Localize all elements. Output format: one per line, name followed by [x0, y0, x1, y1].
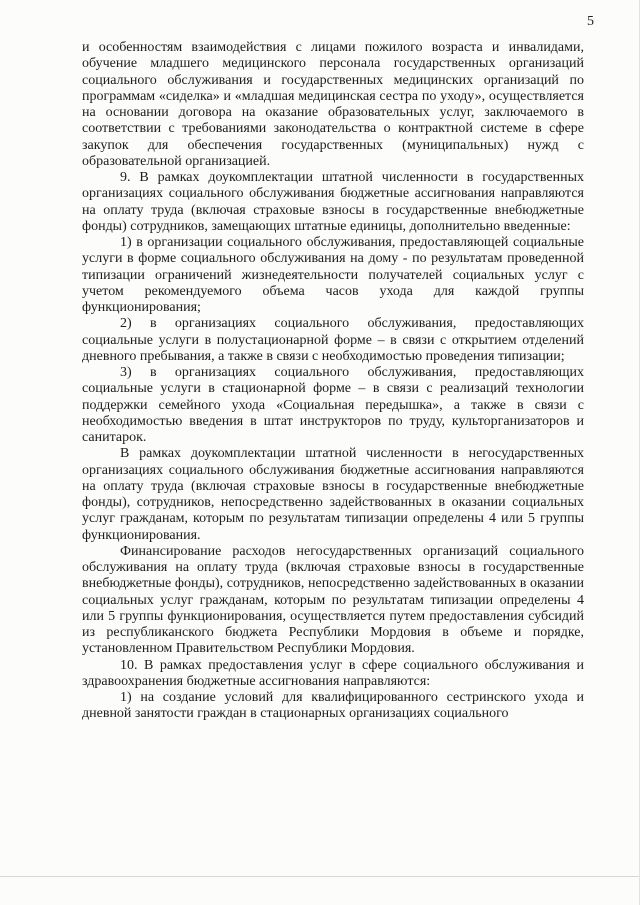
paragraph-item-10-subitem-1: 1) на создание условий для квалифицированного сестринского ухода и дневной занятости граждан в стационарных организациях социального	[82, 690, 584, 722]
page-number: 5	[587, 14, 594, 29]
paragraph-item-9: 9. В рамках доукомплектации штатной численности в государственных организациях социального обслуживания бюджетные ассигнования направляются на оплату труда (включая страховые взносы в государственные внебюджетные фонды) сотрудников, замещающих штатные единицы, дополнительно введенные:	[82, 170, 584, 234]
paragraph-subitem-3: 3) в организациях социального обслуживания, предоставляющих социальные услуги в стационарной форме – в связи с реализаций технологии поддержки семейного ухода «Социальная передышка», а также в связи с необходимостью введения в штат инструкторов по труду, культорганизаторов и санитарок.	[82, 365, 584, 445]
paragraph-subitem-2: 2) в организациях социального обслуживания, предоставляющих социальные услуги в полустационарной форме – в связи с открытием отделений дневного пребывания, а также в связи с необходимостью проведения типизации;	[82, 316, 584, 364]
paragraph-financing: Финансирование расходов негосударственных организаций социального обслуживания на оплату труда (включая страховые взносы в государственные внебюджетные фонды), сотрудников, непосредственно задействованных в оказании социальных услуг гражданам, которым по результатам типизации определены 4 или 5 группы функционирования, осуществляется путем предоставления субсидий из республиканского бюджета Республики Мордовия в объеме и порядке, установленном Правительством Республики Мордовия.	[82, 543, 584, 657]
scan-bottom-edge	[0, 876, 640, 877]
paragraph-item-10: 10. В рамках предоставления услуг в сфере социального обслуживания и здравоохранения бюджетные ассигнования направляются:	[82, 657, 584, 689]
document-body	[82, 40, 584, 723]
paragraph-subitem-1: 1) в организации социального обслуживания, предоставляющей социальные услуги в форме социального обслуживания на дому - по результатам проведенной типизации ограничений жизнедеятельности получателей социальных услуг с учетом рекомендуемого объема часов ухода для каждой группы функционирования;	[82, 235, 584, 315]
paragraph-nongovernment-staffing: В рамках доукомплектации штатной численности в негосударственных организациях социального обслуживания бюджетные ассигнования направляются на оплату труда (включая страховые взносы в государственные внебюджетные фонды), сотрудников, непосредственно задействованных в оказании социальных услуг гражданам, которым по результатам типизации определены 4 или 5 группы функционирования.	[82, 446, 584, 543]
paragraph-continuation: и особенностям взаимодействия с лицами пожилого возраста и инвалидами, обучение младшего медицинского персонала государственных организаций социального обслуживания и государственных медицинских организаций по программам «сиделка» и «младшая медицинская сестра по уходу», осуществляется на основании договора на оказание образовательных услуг, заключаемого в соответствии с требованиями законодательства о контрактной системе в сфере закупок для обеспечения государственных (муниципальных) нужд с образовательной организацией.	[82, 40, 584, 169]
